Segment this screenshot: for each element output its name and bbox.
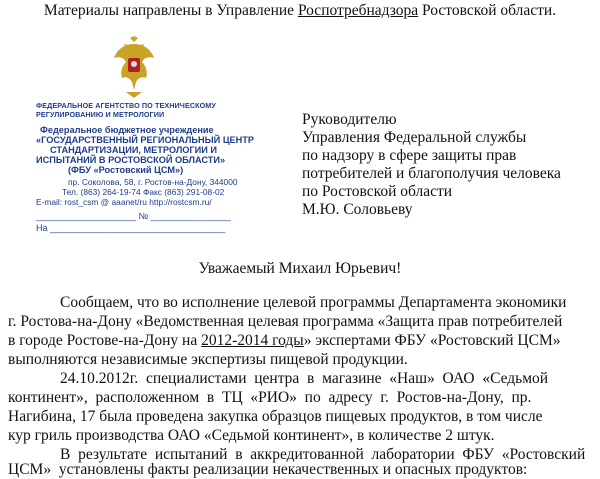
- p2-line-2: континент», расположенном в ТЦ «РИО» по адресу г. Ростов-на-Дону, пр.: [8, 389, 532, 406]
- p1-line-3-prefix: в городе Ростове-на-Дону на: [8, 332, 202, 349]
- addressee-line-6: М.Ю. Соловьеву: [302, 201, 413, 218]
- org-name-1: «ГОСУДАРСТВЕННЫЙ РЕГИОНАЛЬНЫЙ ЦЕНТР: [36, 135, 255, 145]
- p3-line-1: В результате испытаний в аккредитованной лаборатории ФБУ «Ростовский: [60, 446, 586, 463]
- org-type: Федеральное бюджетное учреждение: [40, 125, 214, 135]
- org-short-name: (ФБУ «Ростовский ЦСМ»): [68, 165, 184, 175]
- org-name-3: ИСПЫТАНИЙ В РОСТОВСКОЙ ОБЛАСТИ»: [36, 155, 226, 165]
- addressee-line-4: потребителей и благополучия человека: [302, 165, 561, 182]
- p1-line-1: Сообщаем, что во исполнение целевой программы Департамента экономики: [60, 294, 567, 311]
- p1-line-3: [8, 332, 560, 350]
- p1-line-2: г. Ростова-на-Дону «Ведомственная целевая программа «Защита прав потребителей: [8, 313, 563, 330]
- p3-line-2: ЦСМ» установлены факты реализации некачественных и опасных продуктов:: [8, 461, 528, 478]
- org-address: пр. Соколова, 58, г. Ростов-на-Дону, 344000: [68, 177, 238, 187]
- agency-line-1: ФЕДЕРАЛЬНОЕ АГЕНТСТВО ПО ТЕХНИЧЕСКОМУ: [36, 101, 216, 110]
- p1-line-3-suffix: » экспертами ФБУ «Ростовский ЦСМ»: [303, 332, 561, 349]
- org-name-2: СТАНДАРТИЗАЦИИ, МЕТРОЛОГИИ И: [50, 145, 218, 155]
- org-email: E-mail: rost_csm @ aaanet/ru http://rostcsm.ru/: [36, 197, 212, 207]
- p2-line-4: кур гриль производства ОАО «Седьмой континент», в количестве 2 штук.: [8, 427, 495, 444]
- salutation: Уважаемый Михаил Юрьевич!: [198, 260, 402, 277]
- coat-of-arms-emblem: [112, 36, 156, 100]
- agency-line-2: РЕГУЛИРОВАНИЮ И МЕТРОЛОГИИ: [36, 110, 165, 119]
- p1-line-3-underlined: 2012-2014 годы: [201, 332, 304, 349]
- p2-line-1: 24.10.2012г. специалистами центра в магазине «Наш» ОАО «Седьмой: [60, 370, 549, 387]
- p1-line-4: выполняются независимые экспертизы пищевой продукции.: [8, 351, 408, 368]
- top-note-underlined: Роспотребнадзора: [297, 2, 419, 19]
- org-phone: Тел. (863) 264-19-74 Факс (863) 291-08-02: [62, 187, 225, 197]
- addressee-line-5: по Ростовской области: [302, 183, 453, 200]
- addressee-line-1: Руководителю: [302, 111, 397, 128]
- addressee-line-2: Управления Федеральной службы: [302, 129, 527, 146]
- reply-to-line: На ___________________________________: [36, 223, 226, 233]
- addressee-line-3: по надзору в сфере защиты прав: [302, 147, 517, 164]
- top-note-text: Материалы направлены в Управление: [43, 2, 298, 19]
- p2-line-3: Нагибина, 17 была проведена закупка образцов пищевых продуктов, в том числе: [8, 408, 543, 425]
- top-note-suffix: Ростовской области.: [418, 2, 557, 19]
- outgoing-number-line: ____________________ № ________________: [36, 211, 231, 221]
- top-note: [0, 2, 600, 20]
